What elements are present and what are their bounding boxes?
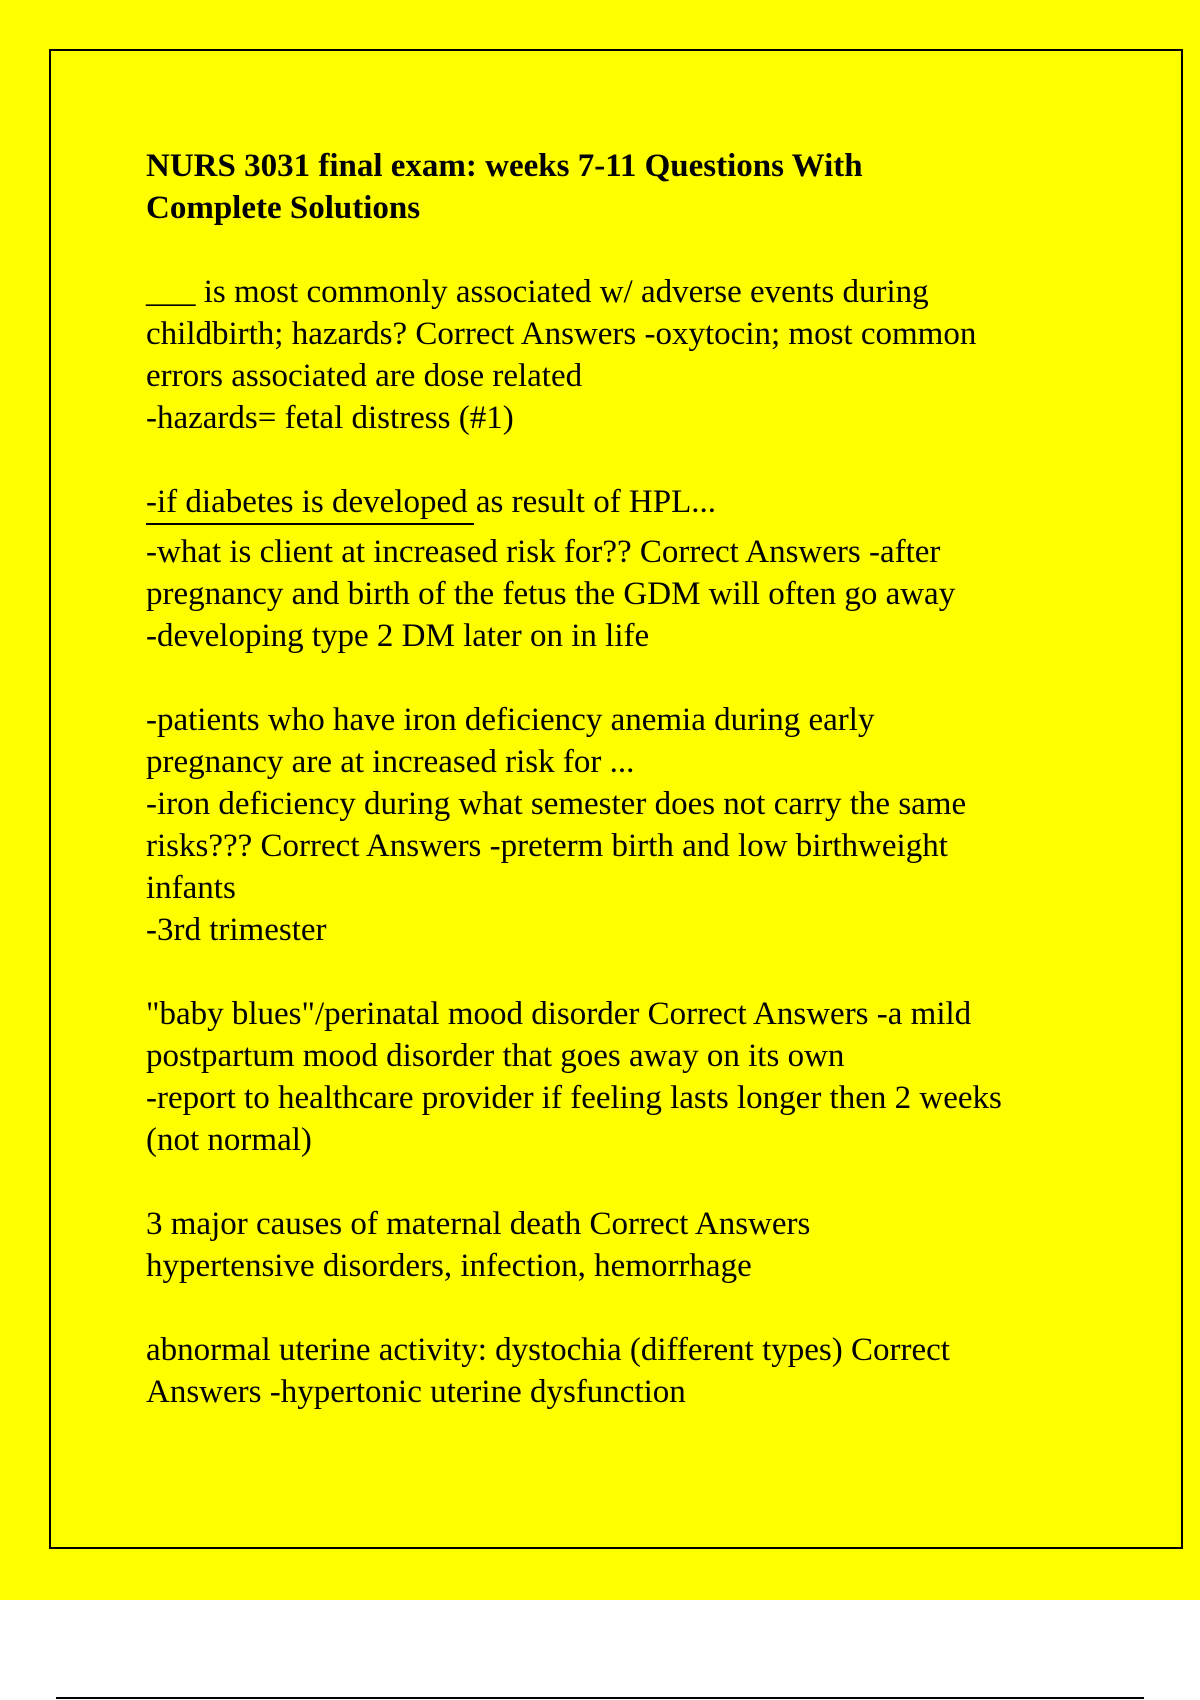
qa-entry-diabetes-stem: -if diabetes is developed as result of HPL...: [146, 484, 717, 520]
title-line-2: Complete Solutions: [146, 190, 421, 226]
footer-divider: [56, 1697, 1144, 1699]
qa-entry-oxytocin: ___ is most commonly associated w/ adverse events during childbirth; hazards? Correct Answers -oxytocin; most common errors associated are dose related -hazards= fetal distress (#1): [146, 274, 977, 436]
qa-entry-diabetes: [146, 481, 1096, 657]
qa-entry-iron-deficiency: -patients who have iron deficiency anemia during early pregnancy are at increased risk for ... -iron deficiency during what semester does not carry the same risks??? Correct Answers -preterm birth and low birthweight infants -3rd trimester: [146, 702, 967, 948]
qa-entry-diabetes-answer: -what is client at increased risk for?? Correct Answers -after pregnancy and birth of the fetus the GDM will often go away -developing type 2 DM later on in life: [146, 534, 956, 654]
qa-entry-baby-blues: "baby blues"/perinatal mood disorder Correct Answers -a mild postpartum mood disorder that goes away on its own -report to healthcare provider if feeling lasts longer then 2 weeks (not normal): [146, 996, 1002, 1158]
document-title: [146, 145, 1096, 229]
answer-blank-line: [146, 523, 474, 525]
title-line-1: NURS 3031 final exam: weeks 7-11 Questions With: [146, 148, 863, 184]
qa-entry-maternal-death: 3 major causes of maternal death Correct Answers hypertensive disorders, infection, hemorrhage: [146, 1206, 811, 1284]
qa-entry-uterine-activity: abnormal uterine activity: dystochia (different types) Correct Answers -hypertonic uterine dysfunction: [146, 1332, 950, 1410]
document-body: [146, 145, 1096, 1455]
